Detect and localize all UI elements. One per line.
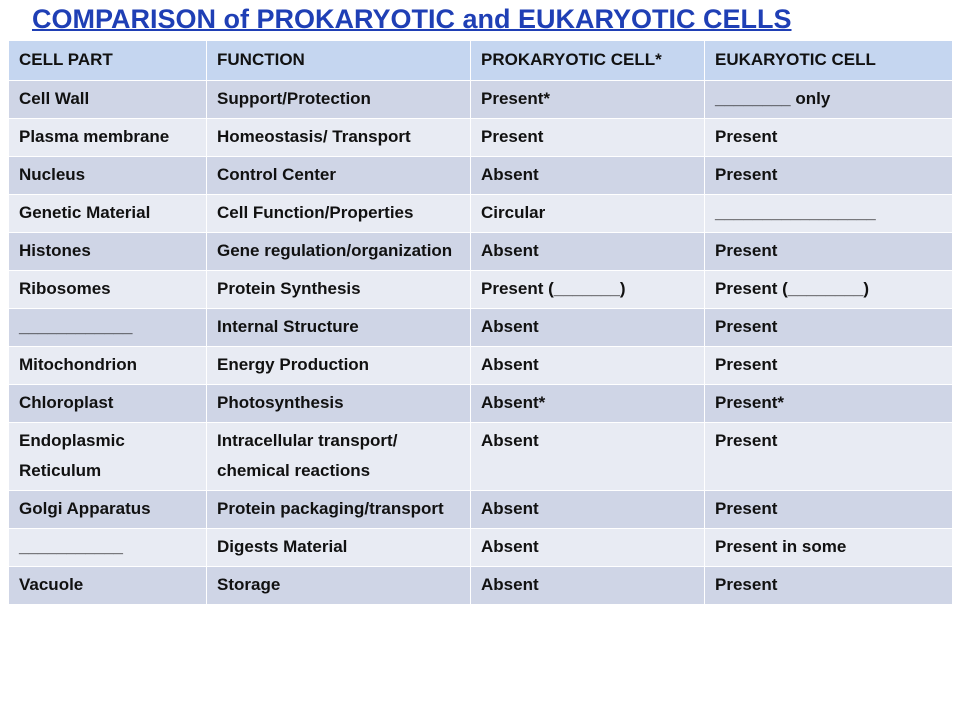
table-row <box>9 309 953 347</box>
table-row <box>9 385 953 423</box>
eukaryotic-cell: Present <box>705 309 953 347</box>
function-cell: Storage <box>207 567 471 605</box>
table-row <box>9 233 953 271</box>
eukaryotic-cell: Present* <box>705 385 953 423</box>
function-cell: Control Center <box>207 157 471 195</box>
eukaryotic-cell: _________________ <box>705 195 953 233</box>
prokaryotic-cell: Present <box>471 119 705 157</box>
function-cell: Support/Protection <box>207 81 471 119</box>
table-row <box>9 119 953 157</box>
cell-part-cell: Mitochondrion <box>9 347 207 385</box>
prokaryotic-cell: Absent <box>471 309 705 347</box>
table-row <box>9 81 953 119</box>
prokaryotic-cell: Absent <box>471 491 705 529</box>
function-cell: Homeostasis/ Transport <box>207 119 471 157</box>
cell-part-cell: Vacuole <box>9 567 207 605</box>
eukaryotic-cell: Present <box>705 157 953 195</box>
prokaryotic-cell: Absent* <box>471 385 705 423</box>
prokaryotic-cell: Absent <box>471 233 705 271</box>
function-cell: Internal Structure <box>207 309 471 347</box>
cell-part-cell: ____________ <box>9 309 207 347</box>
prokaryotic-cell: Circular <box>471 195 705 233</box>
header-prokaryotic: PROKARYOTIC CELL* <box>471 41 705 81</box>
prokaryotic-cell: Absent <box>471 157 705 195</box>
table-row <box>9 347 953 385</box>
comparison-table <box>8 40 953 605</box>
eukaryotic-cell: ________ only <box>705 81 953 119</box>
eukaryotic-cell: Present in some <box>705 529 953 567</box>
function-cell: Photosynthesis <box>207 385 471 423</box>
prokaryotic-cell: Present (_______) <box>471 271 705 309</box>
cell-part-cell: ___________ <box>9 529 207 567</box>
cell-part-cell: Chloroplast <box>9 385 207 423</box>
table-row <box>9 271 953 309</box>
cell-part-cell: Genetic Material <box>9 195 207 233</box>
function-cell: Protein Synthesis <box>207 271 471 309</box>
header-function: FUNCTION <box>207 41 471 81</box>
prokaryotic-cell: Absent <box>471 347 705 385</box>
cell-part-cell: Endoplasmic Reticulum <box>9 423 207 491</box>
prokaryotic-cell: Absent <box>471 529 705 567</box>
eukaryotic-cell: Present <box>705 423 953 491</box>
eukaryotic-cell: Present <box>705 347 953 385</box>
eukaryotic-cell: Present <box>705 119 953 157</box>
cell-part-cell: Ribosomes <box>9 271 207 309</box>
table-row <box>9 491 953 529</box>
cell-part-cell: Nucleus <box>9 157 207 195</box>
prokaryotic-cell: Present* <box>471 81 705 119</box>
function-cell: Energy Production <box>207 347 471 385</box>
cell-part-cell: Plasma membrane <box>9 119 207 157</box>
function-cell: Cell Function/Properties <box>207 195 471 233</box>
prokaryotic-cell: Absent <box>471 423 705 491</box>
cell-part-cell: Golgi Apparatus <box>9 491 207 529</box>
prokaryotic-cell: Absent <box>471 567 705 605</box>
table-row <box>9 195 953 233</box>
table-row <box>9 529 953 567</box>
header-eukaryotic: EUKARYOTIC CELL <box>705 41 953 81</box>
function-cell: Protein packaging/transport <box>207 491 471 529</box>
function-cell: Digests Material <box>207 529 471 567</box>
eukaryotic-cell: Present <box>705 491 953 529</box>
table-row <box>9 567 953 605</box>
cell-part-cell: Cell Wall <box>9 81 207 119</box>
header-cell-part: CELL PART <box>9 41 207 81</box>
function-cell: Gene regulation/organization <box>207 233 471 271</box>
header-row <box>9 41 953 81</box>
eukaryotic-cell: Present (________) <box>705 271 953 309</box>
eukaryotic-cell: Present <box>705 567 953 605</box>
table-row <box>9 157 953 195</box>
page-title: COMPARISON of PROKARYOTIC and EUKARYOTIC CELLS <box>32 4 792 34</box>
table-row <box>9 423 953 491</box>
function-cell: Intracellular transport/ chemical reactions <box>207 423 471 491</box>
cell-part-cell: Histones <box>9 233 207 271</box>
eukaryotic-cell: Present <box>705 233 953 271</box>
